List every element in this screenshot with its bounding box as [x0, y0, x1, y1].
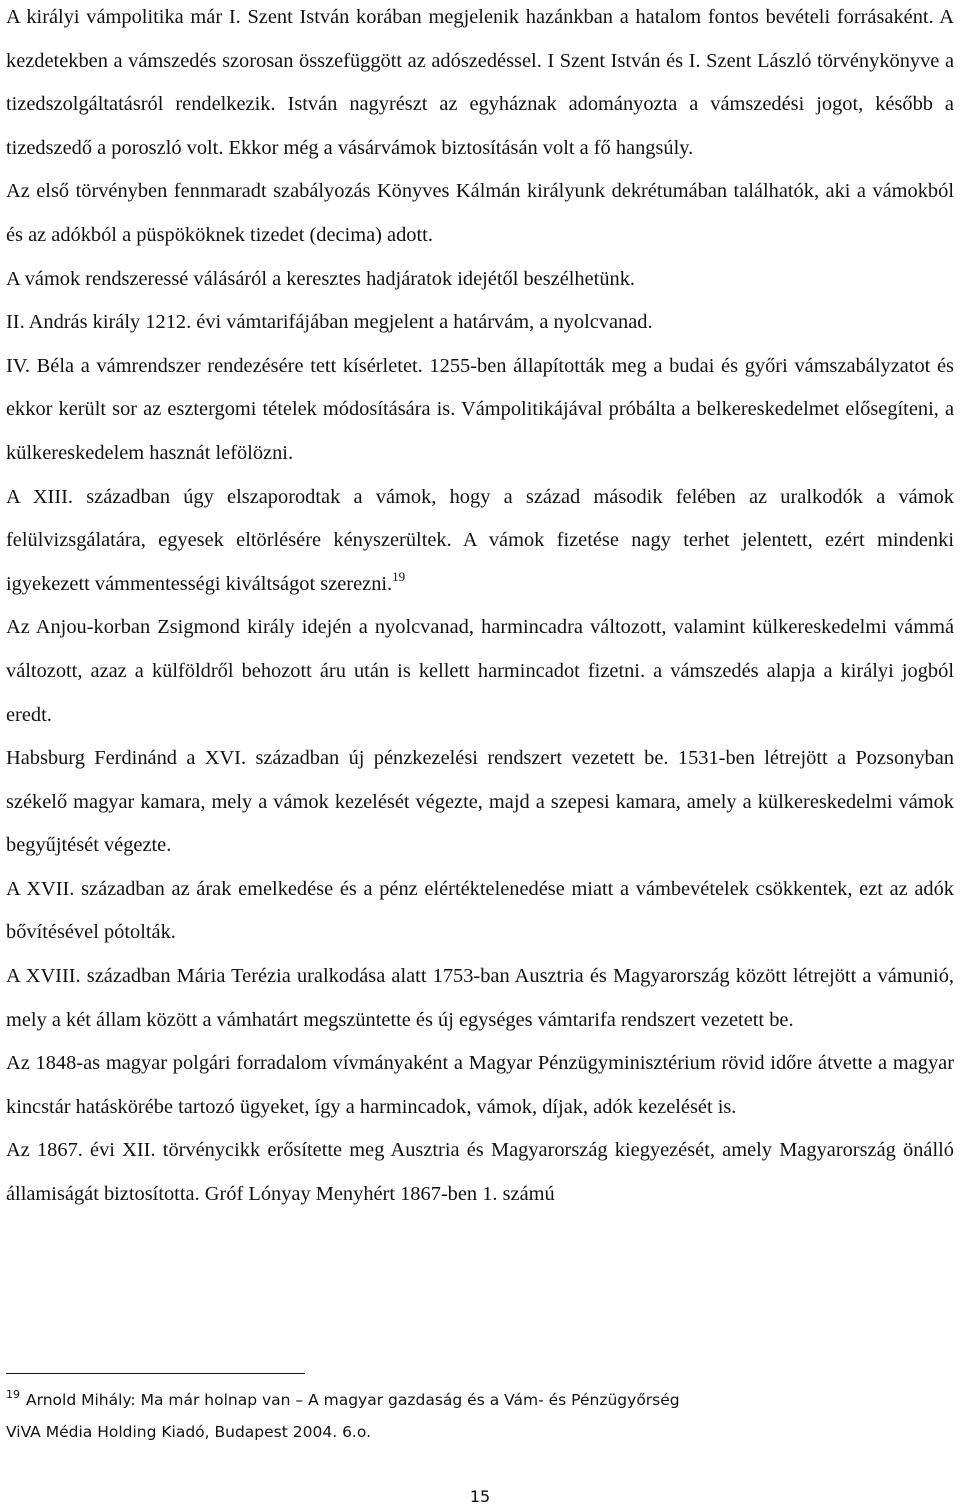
- footnote-line-1: [6, 1384, 954, 1416]
- paragraph-12: Az 1867. évi XII. törvénycikk erősítette meg Ausztria és Magyarország kiegyezését, amely Magyarország önálló államiságát biztosította. Gróf Lónyay Menyhért 1867-ben 1. számú: [6, 1139, 954, 1206]
- paragraph-9: A XVII. században az árak emelkedése és a pénz elértéktelenedése miatt a vámbevételek csökkentek, ezt az adók bővítésével pótolták.: [6, 877, 954, 944]
- paragraph-7: Az Anjou-korban Zsigmond király idején a nyolcvanad, harmincadra változott, valamint külkereskedelmi vámmá változott, azaz a külföldről behozott áru után is kellett harmincadot fizetni. a vámszedés alapja a királyi jogból eredt.: [6, 616, 954, 726]
- paragraph-4: II. András király 1212. évi vámtarifájában megjelent a határvám, a nyolcvanad.: [6, 311, 653, 334]
- paragraph-10: A XVIII. században Mária Terézia uralkodása alatt 1753-ban Ausztria és Magyarország között létrejött a vámunió, mely a két állam között a vámhatárt megszüntette és új egységes vámtarifa rendszert vezetett be.: [6, 965, 954, 1031]
- body-text: [6, 0, 954, 1217]
- paragraph-1: A királyi vámpolitika már I. Szent István korában megjelenik hazánkban a hatalom fontos bevételi forrásaként. A kezdetekben a vámszedés szorosan összefüggött az adószedéssel. I Szent István és I. Szent László törvénykönyve a tizedszolgáltatásról rendelkezik. István nagyrészt az egyháznak adományozta a vámszedési jogot, később a tizedszedő a poroszló volt. Ekkor még a vásárvámok biztosításán volt a fő hangsúly.: [6, 6, 954, 159]
- footnote: [6, 1384, 954, 1448]
- paragraph-11: Az 1848-as magyar polgári forradalom vívmányaként a Magyar Pénzügyminisztérium rövid időre átvette a magyar kincstár hatáskörébe tartozó ügyeket, így a harmincadok, vámok, díjak, adók kezelését is.: [6, 1052, 954, 1118]
- footnote-reference[interactable]: 19: [392, 568, 406, 584]
- paragraph-6-text: A XIII. században úgy elszaporodtak a vámok, hogy a század második felében az uralkodók a vámok felülvizsgálatára, egyesek eltörlésére kényszerültek. A vámok fizetése nagy terhet jelentett, ezért mindenki igyekezett vámmentességi kiváltságot szerezni.: [6, 485, 954, 595]
- footnote-citation: Arnold Mihály: Ma már holnap van – A magyar gazdaság és a Vám- és Pénzügyőrség: [26, 1391, 680, 1409]
- page-number: 15: [469, 1487, 491, 1506]
- footnote-number: 19: [6, 1388, 20, 1401]
- paragraph-3: A vámok rendszeressé válásáról a keresztes hadjáratok idejétől beszélhetünk.: [6, 267, 636, 290]
- paragraph-6: [6, 476, 954, 607]
- footnote-line-2: ViVA Média Holding Kiadó, Budapest 2004. 6.o.: [6, 1423, 371, 1441]
- paragraph-8: Habsburg Ferdinánd a XVI. században új pénzkezelési rendszert vezetett be. 1531-ben létrejött a Pozsonyban székelő magyar kamara, mely a vámok kezelését végezte, majd a szepesi kamara, amely a külkereskedelmi vámok begyűjtését végezte.: [6, 747, 954, 857]
- paragraph-5: IV. Béla a vámrendszer rendezésére tett kísérletet. 1255-ben állapították meg a budai és győri vámszabályzatot és ekkor került sor az esztergomi tételek módosítására is. Vámpolitikájával próbálta a belkereskedelmet elősegíteni, a külkereskedelem hasznát lefölözni.: [6, 354, 954, 464]
- footnote-separator: [6, 1373, 305, 1374]
- paragraph-2: Az első törvényben fennmaradt szabályozás Könyves Kálmán királyunk dekrétumában találhatók, aki a vámokból és az adókból a püspököknek tizedet (decima) adott.: [6, 180, 954, 246]
